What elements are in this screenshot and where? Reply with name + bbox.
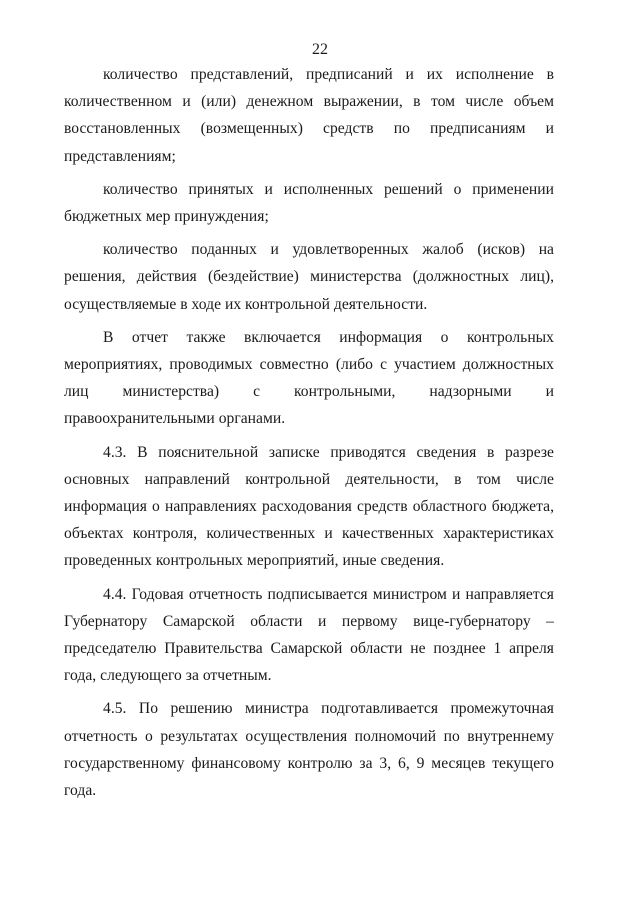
paragraph-section-4-5: 4.5. По решению министра подготавливается промежуточная отчетность о результатах осуществления полномочий по внутреннему государственному финансовому контролю за 3, 6, 9 месяцев текущего года.	[64, 700, 554, 800]
page-number: 22	[312, 41, 328, 58]
paragraph-section-4-3: 4.3. В пояснительной записке приводятся сведения в разрезе основных направлений контрольной деятельности, в том числе информация о направлениях расходования средств областного бюджета, объектах контроля, количественных и качественных характеристиках проведенных контрольных мероприятий, иные сведения.	[64, 443, 554, 570]
paragraph-joint-control-events: В отчет также включается информация о контрольных мероприятиях, проводимых совместно (либо с участием должностных лиц министерства) с контрольными, надзорными и правоохранительными органами.	[64, 328, 554, 428]
paragraph-report-indicators-measures: количество представлений, предписаний и их исполнение в количественном и (или) денежном выражении, в том числе объем восстановленных (возмещенных) средств по предписаниям и представлениям;	[64, 66, 554, 165]
document-body	[64, 61, 554, 810]
paragraph-budget-enforcement-decisions: количество принятых и исполненных решений о применении бюджетных мер принуждения;	[64, 180, 554, 226]
paragraph-section-4-4: 4.4. Годовая отчетность подписывается министром и направляется Губернатору Самарской области и первому вице-губернатору – председателю Правительства Самарской области не позднее 1 апреля года, следующего за отчетным.	[64, 585, 554, 685]
paragraph-complaints-count: количество поданных и удовлетворенных жалоб (исков) на решения, действия (бездействие) министерства (должностных лиц), осуществляемые в ходе их контрольной деятельности.	[64, 241, 554, 313]
